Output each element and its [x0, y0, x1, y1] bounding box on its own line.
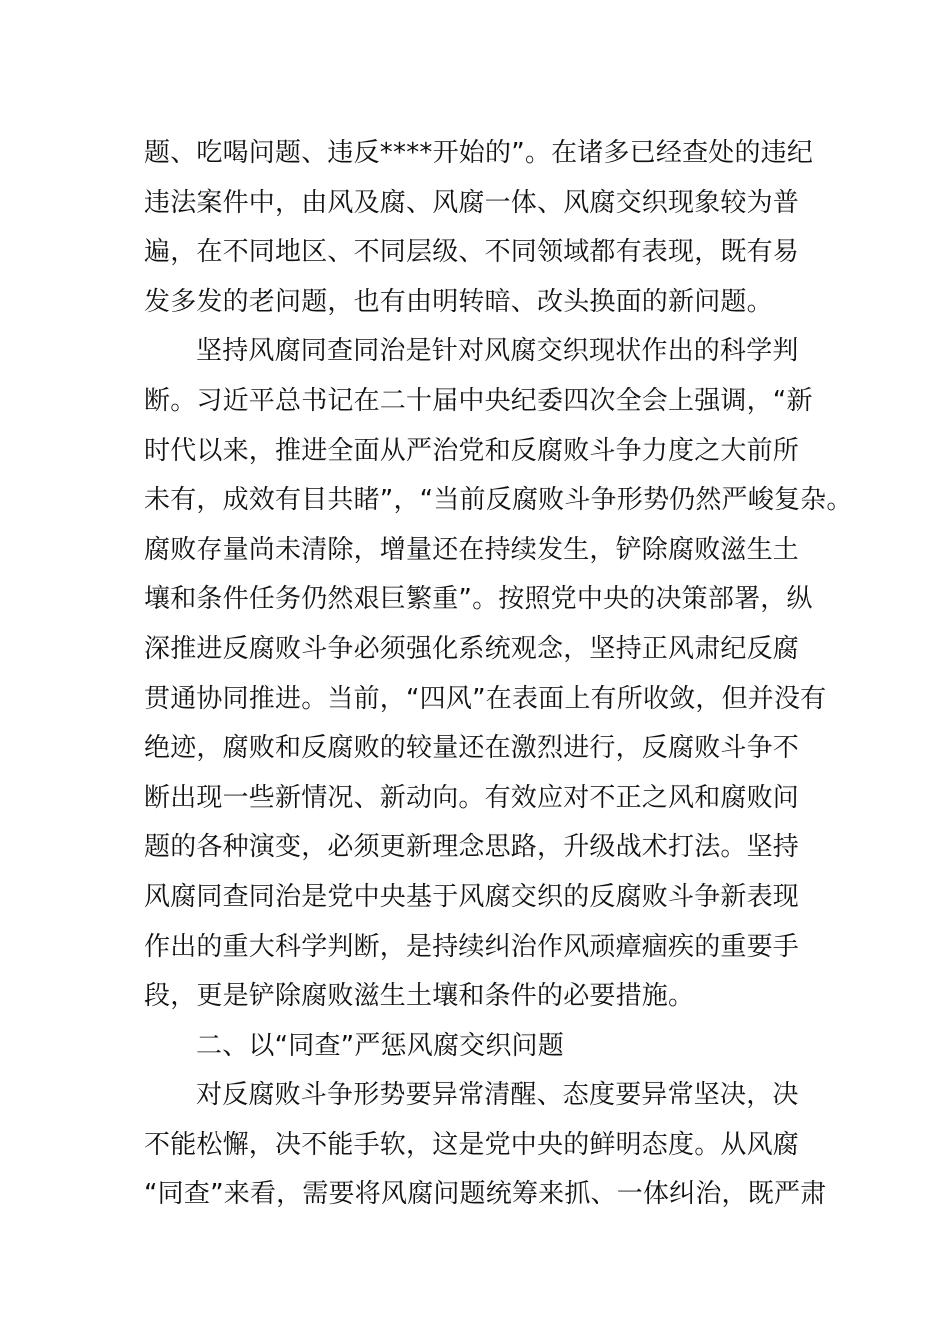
text-line: 题、吃喝问题、违反****开始的”。在诸多已经查处的违纪 [144, 138, 814, 168]
text-line: 腐败存量尚未清除，增量还在持续发生，铲除腐败滋生土 [144, 534, 800, 565]
text-line: 断出现一些新情况、新动向。有效应对不正之风和腐败问 [144, 782, 800, 813]
text-line: 发多发的老问题，也有由明转暗、改头换面的新问题。 [144, 286, 773, 317]
text-line: 壤和条件任务仍然艰巨繁重”。按照党中央的决策部署，纵 [144, 584, 813, 615]
text-line: 贯通协同推进。当前，“四风”在表面上有所收敛，但并没有 [144, 683, 827, 714]
text-line: 段，更是铲除腐败滋生土壤和条件的必要措施。 [144, 981, 695, 1012]
text-line: 绝迹，腐败和反腐败的较量还在激烈进行，反腐败斗争不 [144, 733, 800, 764]
section-heading: 二、以“同查”严惩风腐交织问题 [196, 1030, 564, 1061]
text-line: 断。习近平总书记在二十届中央纪委四次全会上强调，“新 [144, 385, 813, 416]
text-line: “同查”来看，需要将风腐问题统筹来抓、一体纠治，既严肃 [144, 1179, 827, 1210]
text-line: 时代以来，推进全面从严治党和反腐败斗争力度之大前所 [144, 435, 800, 466]
text-line: 不能松懈，决不能手软，这是党中央的鲜明态度。从风腐 [144, 1129, 800, 1160]
paragraph-start-line: 坚持风腐同查同治是针对风腐交织现状作出的科学判 [196, 336, 799, 367]
text-line: 违法案件中，由风及腐、风腐一体、风腐交织现象较为普 [144, 187, 800, 218]
text-line: 遍，在不同地区、不同层级、不同领域都有表现，既有易 [144, 237, 800, 268]
text-line: 题的各种演变，必须更新理念思路，升级战术打法。坚持 [144, 832, 800, 863]
text-line: 作出的重大科学判断，是持续纠治作风顽瘴痼疾的重要手 [144, 931, 800, 962]
text-line: 深推进反腐败斗争必须强化系统观念，坚持正风肃纪反腐 [144, 633, 800, 664]
text-line: 未有，成效有目共睹”，“当前反腐败斗争形势仍然严峻复杂。 [144, 485, 853, 516]
text-line: 风腐同查同治是党中央基于风腐交织的反腐败斗争新表现 [144, 881, 800, 912]
paragraph-start-line: 对反腐败斗争形势要异常清醒、态度要异常坚决，决 [196, 1080, 799, 1111]
body-text [144, 129, 853, 1220]
